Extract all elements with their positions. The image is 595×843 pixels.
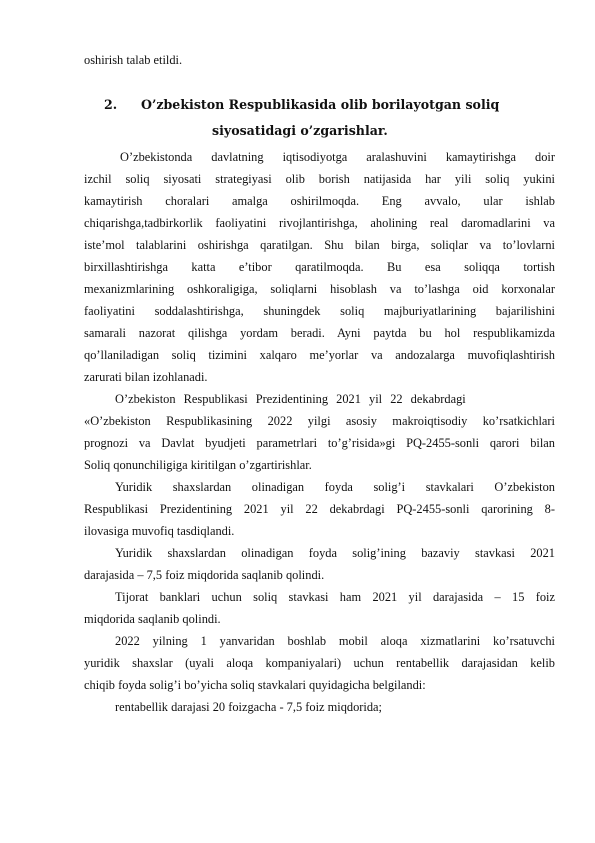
text-line: mexanizmlarining oshkoraligiga, soliqlarni hisoblash va to’lashga oid korxonalar bbox=[84, 282, 555, 296]
text-line: oshirish talab etildi. bbox=[84, 53, 183, 67]
paragraph-5 bbox=[84, 586, 555, 630]
text-line: Soliq qonunchiligiga kiritilgan o’zgartirishlar. bbox=[84, 458, 312, 472]
text-line: kamaytirish choralari amalga oshirilmoqda. Eng avvalo, ular ishlab bbox=[84, 194, 555, 208]
paragraph-4 bbox=[84, 542, 555, 586]
paragraph-2 bbox=[84, 388, 555, 476]
paragraph-3 bbox=[84, 476, 555, 542]
section-heading bbox=[84, 92, 555, 118]
text-line: zarurati bilan izohlanadi. bbox=[84, 370, 208, 384]
text-line: Respublikasi Prezidentining 2021 yil 22 dekabrdagi PQ-2455-sonli qarorining 8- bbox=[84, 502, 555, 516]
text-line: chiqarishga,tadbirkorlik faoliyatini rivojlantirishga, aholining real daromadlarini va bbox=[84, 216, 555, 230]
text-line: O’zbekistonda davlatning iqtisodiyotga aralashuvini kamaytirishga doir bbox=[120, 150, 555, 164]
paragraph-7 bbox=[84, 696, 555, 718]
text-line: Yuridik shaxslardan olinadigan foyda solig’ining bazaviy stavkasi 2021 bbox=[115, 546, 555, 560]
document-page bbox=[84, 49, 555, 718]
section-title-line-1: O’zbekiston Respublikasida olib borilayotgan soliq bbox=[141, 97, 500, 112]
text-line: Yuridik shaxslardan olinadigan foyda solig’i stavkalari O’zbekiston bbox=[115, 480, 555, 494]
text-line: yuridik shaxslar (uyali aloqa kompaniyalari) uchun rentabellik darajasidan kelib bbox=[84, 656, 555, 670]
text-line: prognozi va Davlat byudjeti parametrlari to’g’risida»gi PQ-2455-sonli qarori bilan bbox=[84, 436, 555, 450]
text-line: darajasida – 7,5 foiz miqdorida saqlanib qolindi. bbox=[84, 568, 325, 582]
section-number: 2. bbox=[104, 97, 118, 112]
text-line: ilovasiga muvofiq tasdiqlandi. bbox=[84, 524, 235, 538]
text-line: chiqib foyda solig’i bo’yicha soliq stavkalari quyidagicha belgilandi: bbox=[84, 678, 426, 692]
text-line: O’zbekiston Respublikasi Prezidentining 2021 yil 22 dekabrdagi bbox=[115, 392, 466, 406]
text-line: miqdorida saqlanib qolindi. bbox=[84, 612, 221, 626]
text-line: «O’zbekiston Respublikasining 2022 yilgi asosiy makroiqtisodiy ko’rsatkichlari bbox=[84, 414, 555, 428]
text-line: birxillashtirishga katta e’tibor qaratilmoqda. Bu esa soliqqa tortish bbox=[84, 260, 555, 274]
text-line: izchil soliq siyosati strategiyasi olib borish natijasida har yili soliq yukini bbox=[84, 172, 555, 186]
text-line: samarali nazorat qilishga yordam beradi. Ayni paytda bu hol respublikamizda bbox=[84, 326, 555, 340]
text-line: rentabellik darajasi 20 foizgacha - 7,5 foiz miqdorida; bbox=[115, 700, 382, 714]
text-line: qo’llaniladigan soliq tizimini xalqaro me’yorlar va andozalarga muvofiqlashtirish bbox=[84, 348, 555, 362]
paragraph-1 bbox=[84, 146, 555, 388]
paragraph-6 bbox=[84, 630, 555, 696]
text-line: Tijorat banklari uchun soliq stavkasi ham 2021 yil darajasida – 15 foiz bbox=[115, 590, 555, 604]
text-line: 2022 yilning 1 yanvaridan boshlab mobil aloqa xizmatlarini ko’rsatuvchi bbox=[115, 634, 555, 648]
text-line: faoliyatini soddalashtirishga, shuningdek soliq majburiyatlarining bajarilishini bbox=[84, 304, 555, 318]
section-title-line-2: siyosatidagi o’zgarishlar. bbox=[212, 123, 388, 138]
text-line: iste’mol talablarini oshirishga qaratilgan. Shu bilan birga, soliqlar va to’lovlarni bbox=[84, 238, 555, 252]
